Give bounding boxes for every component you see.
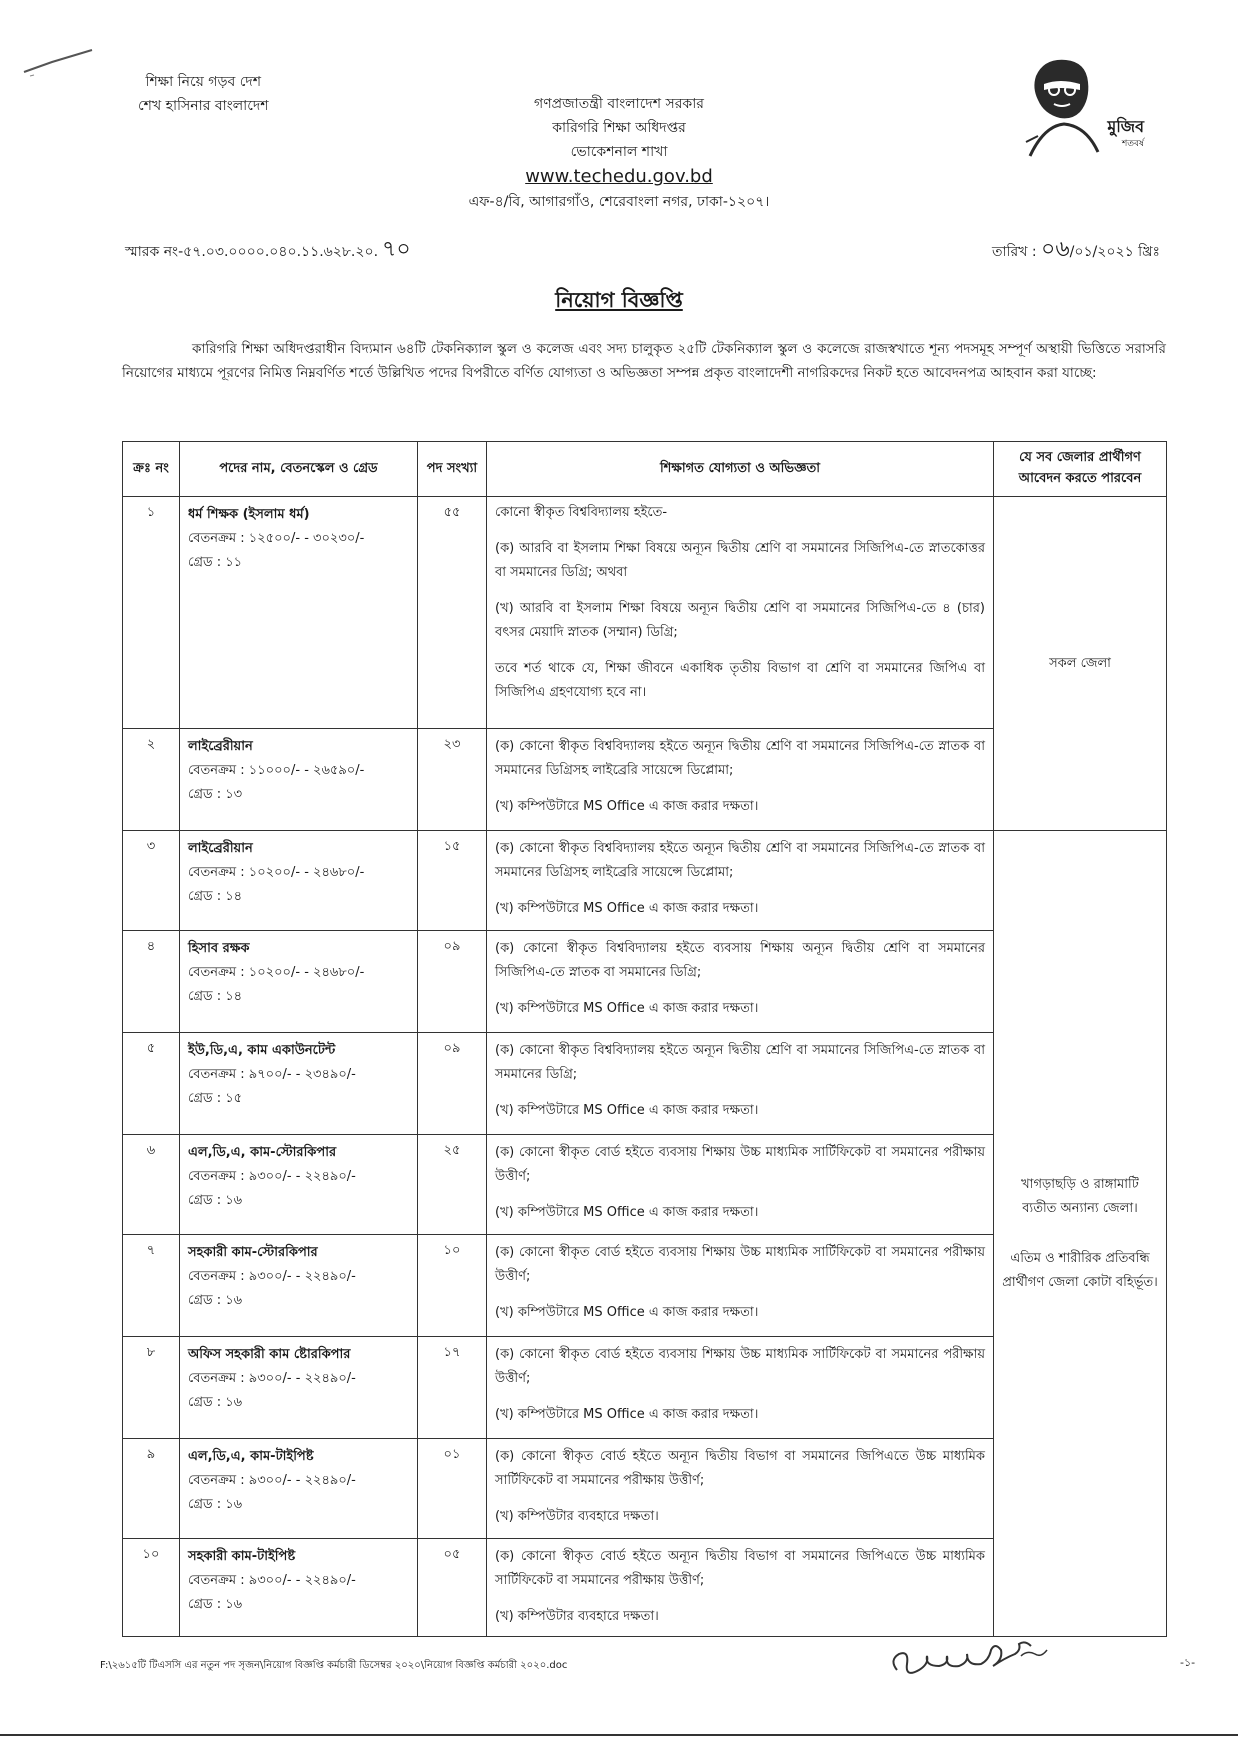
post-name: লাইব্রেরীয়ান xyxy=(188,841,253,856)
qualification-item: (খ) কম্পিউটারে MS Office এ কাজ করার দক্ষতা। xyxy=(495,1001,759,1016)
website-link[interactable]: www.techedu.gov.bd xyxy=(525,166,713,187)
post-name: অফিস সহকারী কাম ষ্টোরকিপার xyxy=(188,1347,351,1362)
qualification-item: (ক) কোনো স্বীকৃত বিশ্ববিদ্যালয় হইতে ব্যবসায় শিক্ষায় অন্যূন দ্বিতীয় শ্রেণি বা সমমানের সিজিপিএ-তে স্নাতক বা সমমানের ডিগ্রি; xyxy=(495,941,985,980)
post-name: এল,ডি,এ, কাম-টাইপিষ্ট xyxy=(188,1449,314,1464)
post-name: ধর্ম শিক্ষক (ইসলাম ধর্ম) xyxy=(188,507,310,522)
qualification-item: (ক) কোনো স্বীকৃত বিশ্ববিদ্যালয় হইতে অন্যূন দ্বিতীয় শ্রেণি বা সমমানের সিজিপিএ-তে স্নাতক বা সমমানের ডিগ্রিসহ লাইব্রেরি সায়েন্সে ডিপ্লোমা; xyxy=(495,841,985,880)
branch-name: ভোকেশনাল শাখা xyxy=(570,144,668,160)
serial-cell: ৯ xyxy=(123,1439,180,1539)
grade: গ্রেড : ১৬ xyxy=(188,1395,243,1410)
qualification-cell xyxy=(487,1439,994,1539)
post-cell xyxy=(180,1337,418,1439)
serial-cell: ৭ xyxy=(123,1235,180,1337)
post-cell xyxy=(180,831,418,931)
file-path: F:\২৬১৫টি টিএসসি এর নতুন পদ সৃজন\নিয়োগ বিজ্ঞপ্তি কর্মচারী ডিসেম্বর ২০২০\নিয়োগ বিজ্ঞপ্তি কর্মচারী ২০২০.doc xyxy=(100,1660,568,1671)
qualification-cell xyxy=(487,831,994,931)
serial-cell: ৮ xyxy=(123,1337,180,1439)
qualification-heading: কোনো স্বীকৃত বিশ্ববিদ্যালয় হইতে- xyxy=(495,505,668,520)
memo-number xyxy=(125,232,411,269)
qualification-cell xyxy=(487,1337,994,1439)
pay-scale: বেতনক্রম : ৯৩০০/- - ২২৪৯০/- xyxy=(188,1573,356,1588)
qualification-item: (ক) আরবি বা ইসলাম শিক্ষা বিষয়ে অন্যূন দ্বিতীয় শ্রেণি বা সমমানের সিজিপিএ-তে স্নাতকোত্তর বা সমমানের ডিগ্রি; অথবা xyxy=(495,541,985,580)
page-number: -১- xyxy=(1180,1656,1196,1669)
count-cell: ১৭ xyxy=(418,1337,487,1439)
post-cell xyxy=(180,931,418,1033)
signature-icon xyxy=(885,1620,1060,1698)
pay-scale: বেতনক্রম : ৯৩০০/- - ২২৪৯০/- xyxy=(188,1169,356,1184)
qualification-item: (খ) আরবি বা ইসলাম শিক্ষা বিষয়ে অন্যূন দ্বিতীয় শ্রেণি বা সমমানের সিজিপিএ-তে ৪ (চার) বৎসর মেয়াদি স্নাতক (সম্মান) ডিগ্রি; xyxy=(495,601,985,640)
slogan-line-2: শেখ হাসিনার বাংলাদেশ xyxy=(138,98,269,114)
post-name: ইউ,ডি,এ, কাম একাউনটেন্ট xyxy=(188,1043,336,1058)
qualification-item: (ক) কোনো স্বীকৃত বোর্ড হইতে ব্যবসায় শিক্ষায় উচ্চ মাধ্যমিক সার্টিফিকেট বা সমমানের পরীক্ষায় উত্তীর্ণ; xyxy=(495,1145,985,1184)
grade: গ্রেড : ১১ xyxy=(188,555,243,570)
count-cell: ০১ xyxy=(418,1439,487,1539)
grade: গ্রেড : ১৪ xyxy=(188,889,243,904)
scan-edge xyxy=(0,1734,1238,1736)
grade: গ্রেড : ১৩ xyxy=(188,787,243,802)
post-name: হিসাব রক্ষক xyxy=(188,941,250,956)
qualification-cell xyxy=(487,1135,994,1235)
qualification-cell xyxy=(487,497,994,729)
post-cell xyxy=(180,1235,418,1337)
pay-scale: বেতনক্রম : ১০২০০/- - ২৪৬৮০/- xyxy=(188,965,365,980)
grade: গ্রেড : ১৬ xyxy=(188,1293,243,1308)
serial-cell: ৬ xyxy=(123,1135,180,1235)
serial-cell: ১ xyxy=(123,497,180,729)
serial-cell: ৪ xyxy=(123,931,180,1033)
grade: গ্রেড : ১৫ xyxy=(188,1091,243,1106)
serial-cell: ২ xyxy=(123,729,180,831)
pay-scale: বেতনক্রম : ৯৩০০/- - ২২৪৯০/- xyxy=(188,1269,356,1284)
emblem-text: মুজিব xyxy=(1107,117,1144,136)
date-label: তারিখ : xyxy=(991,244,1037,260)
district-others-text: খাগড়াছড়ি ও রাঙ্গামাটি ব্যতীত অন্যান্য জেলা। xyxy=(1021,1176,1139,1216)
government-name: গণপ্রজাতন্ত্রী বাংলাদেশ সরকার xyxy=(534,96,704,112)
post-cell xyxy=(180,729,418,831)
mujib-centenary-logo xyxy=(1024,56,1144,160)
pay-scale: বেতনক্রম : ৯৭০০/- - ২৩৪৯০/- xyxy=(188,1067,356,1082)
qualification-item: (খ) কম্পিউটারে MS Office এ কাজ করার দক্ষতা। xyxy=(495,1407,759,1422)
count-cell: ০৫ xyxy=(418,1539,487,1637)
grade: গ্রেড : ১৬ xyxy=(188,1597,243,1612)
post-cell xyxy=(180,1439,418,1539)
qualification-item: (খ) কম্পিউটার ব্যবহারে দক্ষতা। xyxy=(495,1509,659,1524)
emblem-subtext: শতবর্ষ xyxy=(1121,139,1144,149)
table-header-row xyxy=(123,442,1167,497)
post-name: সহকারী কাম-টাইপিষ্ট xyxy=(188,1549,296,1564)
count-cell: ১০ xyxy=(418,1235,487,1337)
qualification-item: (খ) কম্পিউটার ব্যবহারে দক্ষতা। xyxy=(495,1609,659,1624)
post-name: এল,ডি,এ, কাম-স্টোরকিপার xyxy=(188,1145,337,1160)
scan-mark xyxy=(22,42,102,78)
district-quota-note: এতিম ও শারীরিক প্রতিবন্ধি প্রার্থীগণ জেলা কোটা বহির্ভূত। xyxy=(1002,1250,1158,1290)
qualification-item: (ক) কোনো স্বীকৃত বোর্ড হইতে অন্যূন দ্বিতীয় বিভাগ বা সমমানের জিপিএতে উচ্চ মাধ্যমিক সার্টিফিকেট বা সমমানের পরীক্ষায় উত্তীর্ণ; xyxy=(495,1549,985,1588)
pay-scale: বেতনক্রম : ১০২০০/- - ২৪৬৮০/- xyxy=(188,865,365,880)
table-row xyxy=(123,497,1167,729)
date-rest: /০১/২০২১ খ্রিঃ xyxy=(1069,244,1160,260)
issue-date xyxy=(992,232,1160,269)
post-name: সহকারী কাম-স্টোরকিপার xyxy=(188,1245,318,1260)
qualification-cell xyxy=(487,1033,994,1135)
qualification-item: (ক) কোনো স্বীকৃত বোর্ড হইতে অন্যূন দ্বিতীয় বিভাগ বা সমমানের জিপিএতে উচ্চ মাধ্যমিক সার্টিফিকেট বা সমমানের পরীক্ষায় উত্তীর্ণ; xyxy=(495,1449,985,1488)
department-name: কারিগরি শিক্ষা অধিদপ্তর xyxy=(552,120,686,136)
post-name: লাইব্রেরীয়ান xyxy=(188,739,253,754)
header-serial: ক্রঃ নং xyxy=(123,442,180,497)
post-cell xyxy=(180,1539,418,1637)
district-cell-all: সকল জেলা xyxy=(994,497,1167,831)
memo-prefix: স্মারক নং-৫৭.০৩.০০০০.০৪০.১১.৬২৮.২০. xyxy=(125,244,379,260)
qualification-item: (ক) কোনো স্বীকৃত বোর্ড হইতে ব্যবসায় শিক্ষায় উচ্চ মাধ্যমিক সার্টিফিকেট বা সমমানের পরীক্ষায় উত্তীর্ণ; xyxy=(495,1347,985,1386)
table-row xyxy=(123,831,1167,931)
pay-scale: বেতনক্রম : ৯৩০০/- - ২২৪৯০/- xyxy=(188,1473,356,1488)
grade: গ্রেড : ১৬ xyxy=(188,1193,243,1208)
qualification-item: (খ) কম্পিউটারে MS Office এ কাজ করার দক্ষতা। xyxy=(495,1305,759,1320)
header-count: পদ সংখ্যা xyxy=(418,442,487,497)
qualification-item: (খ) কম্পিউটারে MS Office এ কাজ করার দক্ষতা। xyxy=(495,901,759,916)
qualification-cell xyxy=(487,729,994,831)
qualification-item: (ক) কোনো স্বীকৃত বিশ্ববিদ্যালয় হইতে অন্যূন দ্বিতীয় শ্রেণি বা সমমানের সিজিপিএ-তে স্নাতক বা সমমানের ডিগ্রি; xyxy=(495,1043,985,1082)
serial-cell: ৫ xyxy=(123,1033,180,1135)
notice-title: নিয়োগ বিজ্ঞপ্তি xyxy=(555,288,683,312)
intro-paragraph: কারিগরি শিক্ষা অধিদপ্তরাধীন বিদ্যমান ৬৪টি টেকনিক্যাল স্কুল ও কলেজ এবং সদ্য চালুকৃত ২৫টি টেকনিক্যাল স্কুল ও কলেজে রাজস্বখাতে শূন্য পদসমূহ সম্পূর্ণ অস্থায়ী ভিত্তিতে সরাসরি নিয়োগের মাধ্যমে পূরণের নিমিত্ত নিম্নবর্ণিত শর্তে উল্লিখিত পদের বিপরীতে বর্ণিত যোগ্যতা ও অভিজ্ঞতা সম্পন্ন প্রকৃত বাংলাদেশী নাগরিকদের নিকট হতে আবেদনপত্র আহবান করা যাচ্ছে: xyxy=(122,341,1166,381)
count-cell: ০৯ xyxy=(418,931,487,1033)
post-cell xyxy=(180,1135,418,1235)
district-cell-others xyxy=(994,831,1167,1637)
qualification-item: তবে শর্ত থাকে যে, শিক্ষা জীবনে একাধিক তৃতীয় বিভাগ বা শ্রেণি বা সমমানের জিপিএ বা সিজিপিএ গ্রহণযোগ্য হবে না। xyxy=(495,661,985,700)
qualification-cell xyxy=(487,1235,994,1337)
pay-scale: বেতনক্রম : ১২৫০০/- - ৩০২৩০/- xyxy=(188,531,365,546)
slogan-line-1: শিক্ষা নিয়ে গড়ব দেশ xyxy=(145,74,262,90)
count-cell: ০৯ xyxy=(418,1033,487,1135)
count-cell: ২৩ xyxy=(418,729,487,831)
grade: গ্রেড : ১৬ xyxy=(188,1497,243,1512)
header-district: যে সব জেলার প্রার্থীগণ আবেদন করতে পারবেন xyxy=(994,442,1167,497)
pay-scale: বেতনক্রম : ৯৩০০/- - ২২৪৯০/- xyxy=(188,1371,356,1386)
qualification-cell xyxy=(487,931,994,1033)
count-cell: ২৫ xyxy=(418,1135,487,1235)
qualification-item: (খ) কম্পিউটারে MS Office এ কাজ করার দক্ষতা। xyxy=(495,1103,759,1118)
post-cell xyxy=(180,497,418,729)
pay-scale: বেতনক্রম : ১১০০০/- - ২৬৫৯০/- xyxy=(188,763,365,778)
post-cell xyxy=(180,1033,418,1135)
date-handwritten: ০৬ xyxy=(1041,237,1070,262)
office-address: এফ-৪/বি, আগারগাঁও, শেরেবাংলা নগর, ঢাকা-১২০৭। xyxy=(468,194,770,210)
qualification-item: (খ) কম্পিউটারে MS Office এ কাজ করার দক্ষতা। xyxy=(495,1205,759,1220)
qualification-item: (ক) কোনো স্বীকৃত বিশ্ববিদ্যালয় হইতে অন্যূন দ্বিতীয় শ্রেণি বা সমমানের সিজিপিএ-তে স্নাতক বা সমমানের ডিগ্রিসহ লাইব্রেরি সায়েন্সে ডিপ্লোমা; xyxy=(495,739,985,778)
memo-handwritten: ৭০ xyxy=(382,237,411,262)
count-cell: ১৫ xyxy=(418,831,487,931)
serial-cell: ১০ xyxy=(123,1539,180,1637)
grade: গ্রেড : ১৪ xyxy=(188,989,243,1004)
header-post: পদের নাম, বেতনস্কেল ও গ্রেড xyxy=(180,442,418,497)
qualification-item: (ক) কোনো স্বীকৃত বোর্ড হইতে ব্যবসায় শিক্ষায় উচ্চ মাধ্যমিক সার্টিফিকেট বা সমমানের পরীক্ষায় উত্তীর্ণ; xyxy=(495,1245,985,1284)
count-cell: ৫৫ xyxy=(418,497,487,729)
qualification-item: (খ) কম্পিউটারে MS Office এ কাজ করার দক্ষতা। xyxy=(495,799,759,814)
posts-table xyxy=(122,441,1167,1637)
header-qualification: শিক্ষাগত যোগ্যতা ও অভিজ্ঞতা xyxy=(487,442,994,497)
serial-cell: ৩ xyxy=(123,831,180,931)
